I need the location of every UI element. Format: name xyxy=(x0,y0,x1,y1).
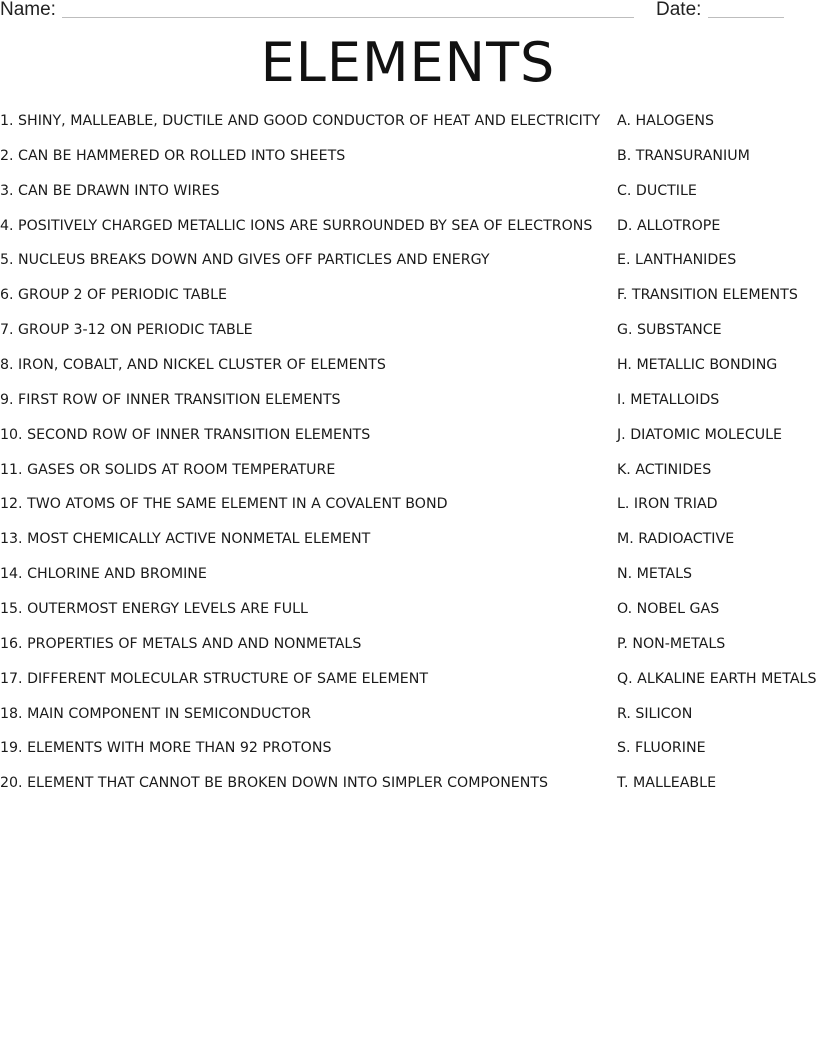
answer-t: T. MALLEABLE xyxy=(617,775,717,792)
matching-row xyxy=(0,144,816,179)
clue-7: 7. GROUP 3-12 ON PERIODIC TABLE xyxy=(0,322,253,339)
matching-row xyxy=(0,597,816,632)
clue-4: 4. POSITIVELY CHARGED METALLIC IONS ARE SURROUNDED BY SEA OF ELECTRONS xyxy=(0,217,593,234)
matching-row xyxy=(0,109,816,144)
clue-5: 5. NUCLEUS BREAKS DOWN AND GIVES OFF PARTICLES AND ENERGY xyxy=(0,252,490,269)
matching-row xyxy=(0,458,816,493)
answer-d: D. ALLOTROPE xyxy=(617,217,721,234)
answer-p: P. NON-METALS xyxy=(617,635,726,652)
matching-row xyxy=(0,527,816,562)
matching-row xyxy=(0,423,816,458)
clue-1: 1. SHINY, MALLEABLE, DUCTILE AND GOOD CONDUCTOR OF HEAT AND ELECTRICITY xyxy=(0,113,601,129)
worksheet-header xyxy=(0,0,816,24)
matching-row xyxy=(0,492,816,527)
clue-18: 18. MAIN COMPONENT IN SEMICONDUCTOR xyxy=(0,705,312,722)
matching-row xyxy=(0,318,816,353)
answer-l: L. IRON TRIAD xyxy=(617,496,718,513)
clue-17: 17. DIFFERENT MOLECULAR STRUCTURE OF SAME ELEMENT xyxy=(0,670,428,687)
matching-row xyxy=(0,667,816,702)
answer-b: B. TRANSURANIUM xyxy=(617,147,750,164)
answer-j: J. DIATOMIC MOLECULE xyxy=(617,426,783,443)
clue-20: 20. ELEMENT THAT CANNOT BE BROKEN DOWN INTO SIMPLER COMPONENTS xyxy=(0,775,549,792)
answer-g: G. SUBSTANCE xyxy=(617,322,722,339)
matching-row xyxy=(0,702,816,737)
clue-8: 8. IRON, COBALT, AND NICKEL CLUSTER OF ELEMENTS xyxy=(0,357,386,374)
matching-row xyxy=(0,283,816,318)
clue-19: 19. ELEMENTS WITH MORE THAN 92 PROTONS xyxy=(0,740,332,757)
answer-r: R. SILICON xyxy=(617,705,693,722)
answer-h: H. METALLIC BONDING xyxy=(617,357,778,374)
answer-s: S. FLUORINE xyxy=(617,740,706,757)
clue-9: 9. FIRST ROW OF INNER TRANSITION ELEMENTS xyxy=(0,391,341,408)
matching-row xyxy=(0,248,816,283)
answer-c: C. DUCTILE xyxy=(617,182,697,199)
clue-6: 6. GROUP 2 OF PERIODIC TABLE xyxy=(0,287,228,304)
clue-12: 12. TWO ATOMS OF THE SAME ELEMENT IN A COVALENT BOND xyxy=(0,496,448,513)
clue-10: 10. SECOND ROW OF INNER TRANSITION ELEMENTS xyxy=(0,426,371,443)
answer-q: Q. ALKALINE EARTH METALS xyxy=(617,670,816,687)
matching-row xyxy=(0,214,816,249)
answer-o: O. NOBEL GAS xyxy=(617,601,720,618)
answer-k: K. ACTINIDES xyxy=(617,461,712,478)
answer-n: N. METALS xyxy=(617,566,693,583)
answer-e: E. LANTHANIDES xyxy=(617,252,737,269)
matching-row xyxy=(0,736,816,771)
matching-row xyxy=(0,632,816,667)
page-title: ELEMENTS xyxy=(260,31,556,94)
clue-15: 15. OUTERMOST ENERGY LEVELS ARE FULL xyxy=(0,601,308,618)
date-field[interactable] xyxy=(708,17,784,18)
answer-i: I. METALLOIDS xyxy=(617,391,720,408)
matching-row xyxy=(0,771,816,806)
answer-m: M. RADIOACTIVE xyxy=(617,531,735,548)
matching-row xyxy=(0,562,816,597)
clue-11: 11. GASES OR SOLIDS AT ROOM TEMPERATURE xyxy=(0,461,336,478)
name-label: Name: xyxy=(0,0,56,20)
answer-a: A. HALOGENS xyxy=(617,113,714,129)
matching-list xyxy=(0,109,816,806)
clue-16: 16. PROPERTIES OF METALS AND AND NONMETALS xyxy=(0,635,362,652)
clue-13: 13. MOST CHEMICALLY ACTIVE NONMETAL ELEMENT xyxy=(0,531,371,548)
answer-f: F. TRANSITION ELEMENTS xyxy=(617,287,798,304)
matching-row xyxy=(0,388,816,423)
date-label: Date: xyxy=(656,0,702,20)
clue-2: 2. CAN BE HAMMERED OR ROLLED INTO SHEETS xyxy=(0,147,346,164)
matching-row xyxy=(0,179,816,214)
matching-row xyxy=(0,353,816,388)
name-field[interactable] xyxy=(62,17,634,18)
clue-3: 3. CAN BE DRAWN INTO WIRES xyxy=(0,182,220,199)
clue-14: 14. CHLORINE AND BROMINE xyxy=(0,566,207,583)
